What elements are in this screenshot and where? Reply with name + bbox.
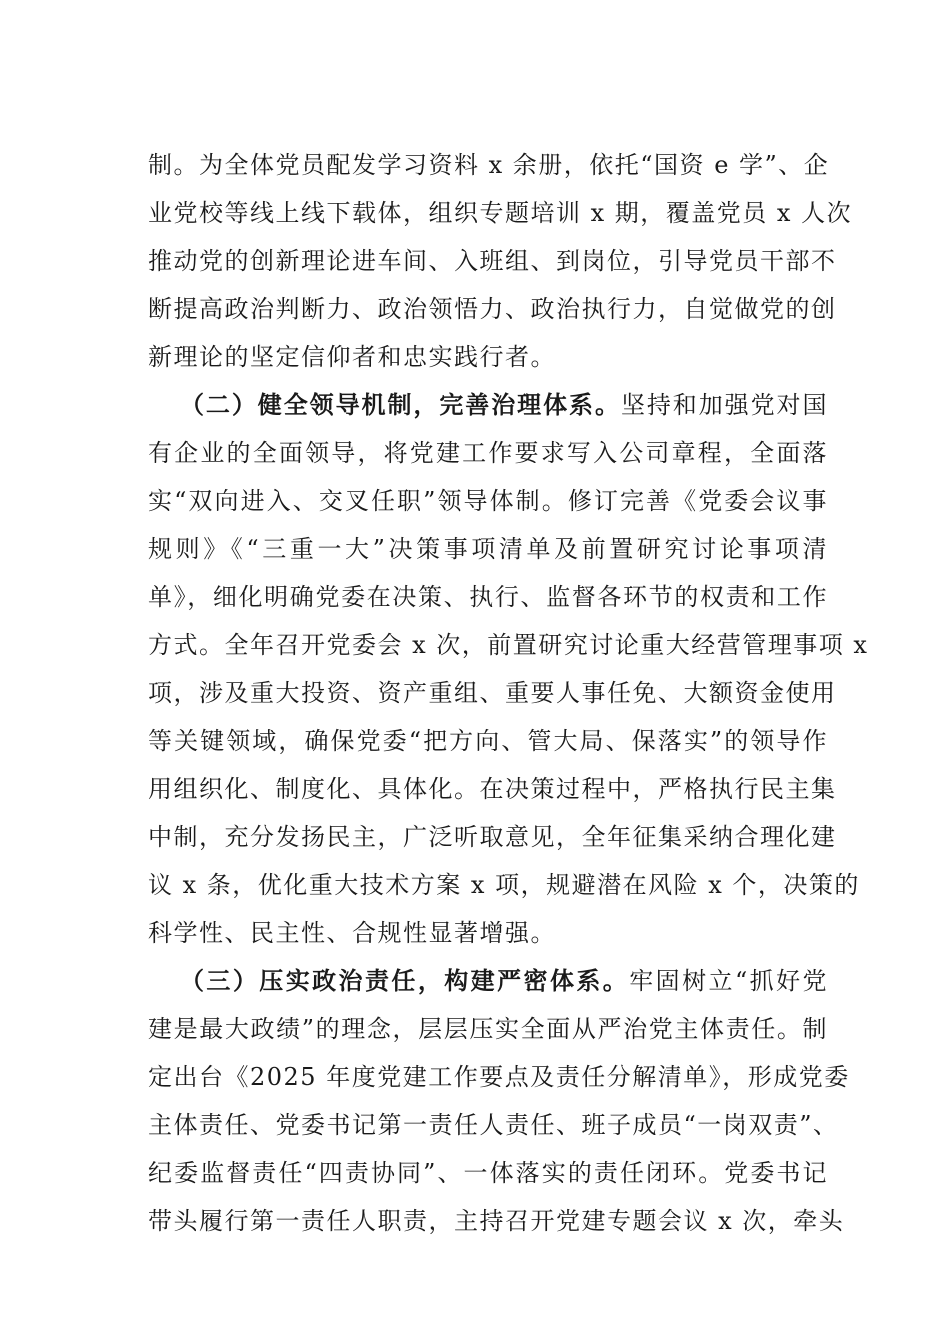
- paragraph-line: 新理论的坚定信仰者和忠实践行者。: [148, 343, 556, 371]
- paragraph-line: 中制，充分发扬民主，广泛听取意见，全年征集采纳合理化建: [148, 823, 837, 851]
- paragraph-line: 纪委监督责任“四责协同”、一体落实的责任闭环。党委书记: [148, 1159, 828, 1187]
- paragraph-line: 主体责任、党委书记第一责任人责任、班子成员“一岗双责”、: [148, 1111, 839, 1139]
- paragraph-line: 制。为全体党员配发学习资料 x 余册，依托“国资 e 学”、企: [148, 151, 830, 179]
- paragraph-line: 等关键领域，确保党委“把方向、管大局、保落实”的领导作: [148, 727, 828, 755]
- paragraph-line: 推动党的创新理论进车间、入班组、到岗位，引导党员干部不: [148, 247, 837, 275]
- paragraph-line: 带头履行第一责任人职责，主持召开党建专题会议 x 次，牵头: [148, 1207, 845, 1235]
- paragraph-line: 定出台《2025 年度党建工作要点及责任分解清单》，形成党委: [148, 1063, 850, 1091]
- paragraph-line: 有企业的全面领导，将党建工作要求写入公司章程，全面落: [148, 439, 828, 467]
- paragraph-line: 科学性、民主性、合规性显著增强。: [148, 919, 556, 947]
- paragraph-line: 方式。全年召开党委会 x 次，前置研究讨论重大经营管理事项 x: [148, 631, 869, 659]
- paragraph-line: 断提高政治判断力、政治领悟力、政治执行力，自觉做党的创: [148, 295, 837, 323]
- section-heading-line: [180, 966, 828, 996]
- section-heading-line: [180, 390, 828, 420]
- paragraph-line: 单》，细化明确党委在决策、执行、监督各环节的权责和工作: [148, 583, 828, 611]
- paragraph-line: 用组织化、制度化、具体化。在决策过程中，严格执行民主集: [148, 775, 837, 803]
- section-heading: （二）健全领导机制，完善治理体系。: [180, 390, 621, 419]
- paragraph-line: 规则》《“三重一大”决策事项清单及前置研究讨论事项清: [148, 535, 828, 563]
- section-heading: （三）压实政治责任，构建严密体系。: [180, 966, 630, 995]
- paragraph-text: 牢固树立“抓好党: [629, 967, 828, 995]
- paragraph-line: 实“双向进入、交叉任职”领导体制。修订完善《党委会议事: [148, 487, 828, 515]
- paragraph-text: 坚持和加强党对国: [620, 391, 828, 419]
- paragraph-line: 议 x 条，优化重大技术方案 x 项，规避潜在风险 x 个，决策的: [148, 871, 860, 899]
- paragraph-line: 建是最大政绩”的理念，层层压实全面从严治党主体责任。制: [148, 1015, 828, 1043]
- paragraph-line: 业党校等线上线下载体，组织专题培训 x 期，覆盖党员 x 人次: [148, 199, 853, 227]
- paragraph-line: 项，涉及重大投资、资产重组、重要人事任免、大额资金使用: [148, 679, 837, 707]
